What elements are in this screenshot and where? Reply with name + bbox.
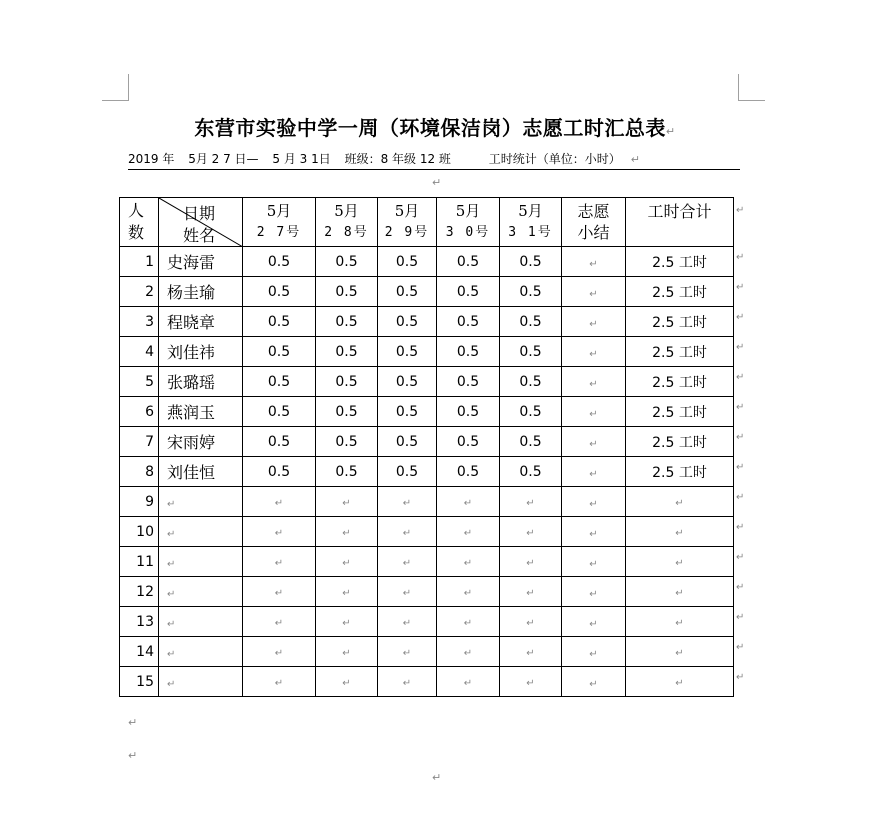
paragraph-mark: ↵ bbox=[526, 527, 535, 539]
row-end-mark: ↵ bbox=[736, 672, 745, 683]
table-row bbox=[120, 607, 734, 637]
student-name bbox=[159, 517, 243, 547]
hours-cell: 0.5 bbox=[500, 457, 562, 487]
summary-cell bbox=[562, 577, 626, 607]
hours-cell bbox=[500, 577, 562, 607]
hours-cell bbox=[437, 517, 500, 547]
paragraph-mark: ↵ bbox=[167, 619, 176, 630]
paragraph-mark: ↵ bbox=[402, 557, 412, 569]
total-cell: 2.5 工时 bbox=[626, 247, 734, 277]
hours-cell: 0.5 bbox=[378, 397, 437, 427]
row-number: 13 bbox=[120, 607, 159, 637]
paragraph-mark: ↵ bbox=[342, 677, 351, 689]
crop-mark-top-right bbox=[738, 74, 765, 101]
row-end-mark: ↵ bbox=[736, 462, 745, 473]
paragraph-mark: ↵ bbox=[274, 557, 284, 569]
paragraph-mark: ↵ bbox=[526, 647, 535, 659]
paragraph-mark: ↵ bbox=[675, 677, 684, 689]
student-name: 程晓章 bbox=[159, 307, 243, 337]
student-name: 刘佳恒 bbox=[159, 457, 243, 487]
paragraph-mark: ↵ bbox=[402, 617, 412, 629]
row-end-mark: ↵ bbox=[736, 205, 745, 216]
paragraph-mark: ↵ bbox=[589, 259, 598, 270]
hours-cell bbox=[437, 667, 500, 697]
hours-cell bbox=[500, 547, 562, 577]
hours-cell bbox=[243, 667, 316, 697]
paragraph-mark: ↵ bbox=[342, 497, 351, 509]
hours-cell bbox=[378, 577, 437, 607]
hours-cell bbox=[243, 487, 316, 517]
total-cell: 2.5 工时 bbox=[626, 307, 734, 337]
paragraph-mark: ↵ bbox=[589, 589, 598, 600]
hours-cell bbox=[316, 667, 378, 697]
hours-cell: 0.5 bbox=[243, 367, 316, 397]
hours-cell: 0.5 bbox=[243, 427, 316, 457]
subtitle-class: 班级：8 年级 12 班 bbox=[344, 152, 451, 166]
total-cell: 2.5 工时 bbox=[626, 337, 734, 367]
header-date-label: 日期 bbox=[183, 204, 216, 223]
total-cell bbox=[626, 637, 734, 667]
student-name: 张璐瑶 bbox=[159, 367, 243, 397]
hours-cell bbox=[500, 637, 562, 667]
header-date-1: 5月 2 7号 bbox=[243, 198, 316, 247]
paragraph-mark: ↵ bbox=[675, 587, 684, 599]
hours-cell bbox=[500, 607, 562, 637]
hours-cell: 0.5 bbox=[437, 397, 500, 427]
paragraph-mark: ↵ bbox=[274, 647, 284, 659]
header-summary: 志愿小结 bbox=[562, 198, 626, 247]
hours-cell: 0.5 bbox=[243, 337, 316, 367]
crop-mark-top-left bbox=[102, 74, 129, 101]
paragraph-mark: ↵ bbox=[274, 677, 284, 689]
paragraph-mark: ↵ bbox=[342, 647, 351, 659]
paragraph-mark: ↵ bbox=[167, 589, 176, 600]
subtitle-from: 5月 2 7 日— bbox=[188, 152, 259, 166]
paragraph-mark: ↵ bbox=[589, 439, 598, 450]
hours-cell bbox=[243, 637, 316, 667]
paragraph-mark: ↵ bbox=[526, 497, 535, 509]
paragraph-mark: ↵ bbox=[274, 617, 284, 629]
row-end-mark: ↵ bbox=[736, 612, 745, 623]
paragraph-mark: ↵ bbox=[274, 497, 284, 509]
paragraph-mark: ↵ bbox=[665, 125, 676, 138]
header-row-no: 人数 bbox=[120, 198, 159, 247]
hours-cell bbox=[243, 577, 316, 607]
student-name bbox=[159, 667, 243, 697]
paragraph-mark: ↵ bbox=[526, 617, 535, 629]
hours-cell: 0.5 bbox=[316, 397, 378, 427]
paragraph-mark: ↵ bbox=[589, 409, 598, 420]
hours-cell bbox=[500, 667, 562, 697]
hours-cell bbox=[378, 487, 437, 517]
student-name bbox=[159, 547, 243, 577]
paragraph-mark: ↵ bbox=[589, 619, 598, 630]
hours-cell bbox=[437, 577, 500, 607]
paragraph-mark: ↵ bbox=[167, 649, 176, 660]
paragraph-mark: ↵ bbox=[274, 527, 284, 539]
hours-cell: 0.5 bbox=[378, 307, 437, 337]
hours-cell bbox=[437, 487, 500, 517]
hours-cell: 0.5 bbox=[316, 307, 378, 337]
row-end-mark: ↵ bbox=[736, 402, 745, 413]
hours-cell: 0.5 bbox=[316, 277, 378, 307]
table-row bbox=[120, 247, 734, 277]
hours-cell: 0.5 bbox=[500, 397, 562, 427]
hours-cell bbox=[378, 637, 437, 667]
hours-cell: 0.5 bbox=[316, 427, 378, 457]
hours-cell: 0.5 bbox=[378, 427, 437, 457]
row-end-mark: ↵ bbox=[736, 342, 745, 353]
row-number: 2 bbox=[120, 277, 159, 307]
row-end-mark: ↵ bbox=[736, 252, 745, 263]
summary-cell bbox=[562, 607, 626, 637]
paragraph-mark: ↵ bbox=[630, 153, 640, 166]
paragraph-mark: ↵ bbox=[128, 716, 138, 729]
paragraph-mark: ↵ bbox=[274, 587, 284, 599]
summary-cell bbox=[562, 277, 626, 307]
paragraph-mark: ↵ bbox=[675, 617, 684, 629]
total-cell bbox=[626, 487, 734, 517]
student-name: 宋雨婷 bbox=[159, 427, 243, 457]
table-row bbox=[120, 577, 734, 607]
table-row bbox=[120, 277, 734, 307]
summary-cell bbox=[562, 337, 626, 367]
hours-cell bbox=[378, 607, 437, 637]
header-date-3: 5月 2 9号 bbox=[378, 198, 437, 247]
row-end-mark: ↵ bbox=[736, 282, 745, 293]
hours-cell: 0.5 bbox=[437, 247, 500, 277]
paragraph-mark: ↵ bbox=[589, 679, 598, 690]
paragraph-mark: ↵ bbox=[342, 617, 351, 629]
table-row bbox=[120, 337, 734, 367]
row-number: 3 bbox=[120, 307, 159, 337]
hours-cell: 0.5 bbox=[316, 337, 378, 367]
hours-cell bbox=[243, 607, 316, 637]
hours-cell bbox=[316, 487, 378, 517]
summary-cell bbox=[562, 397, 626, 427]
paragraph-mark: ↵ bbox=[589, 319, 598, 330]
hours-cell bbox=[243, 547, 316, 577]
paragraph-mark: ↵ bbox=[589, 289, 598, 300]
row-number: 15 bbox=[120, 667, 159, 697]
hours-cell: 0.5 bbox=[316, 247, 378, 277]
hours-cell bbox=[316, 577, 378, 607]
hours-cell: 0.5 bbox=[316, 457, 378, 487]
hours-cell: 0.5 bbox=[437, 367, 500, 397]
student-name: 杨圭瑜 bbox=[159, 277, 243, 307]
total-cell bbox=[626, 517, 734, 547]
paragraph-mark: ↵ bbox=[589, 499, 598, 510]
row-number: 9 bbox=[120, 487, 159, 517]
summary-cell bbox=[562, 667, 626, 697]
row-number: 10 bbox=[120, 517, 159, 547]
subtitle-stat: 工时统计（单位：小时） bbox=[488, 152, 621, 166]
paragraph-mark: ↵ bbox=[526, 557, 535, 569]
row-number: 6 bbox=[120, 397, 159, 427]
table-row bbox=[120, 457, 734, 487]
paragraph-mark: ↵ bbox=[463, 587, 473, 599]
row-number: 11 bbox=[120, 547, 159, 577]
header-total: 工时合计 bbox=[626, 198, 734, 247]
paragraph-mark: ↵ bbox=[675, 557, 684, 569]
paragraph-mark: ↵ bbox=[589, 649, 598, 660]
paragraph-mark: ↵ bbox=[675, 647, 684, 659]
row-end-mark: ↵ bbox=[736, 552, 745, 563]
total-cell: 2.5 工时 bbox=[626, 427, 734, 457]
page-title: 东营市实验中学一周（环境保洁岗）志愿工时汇总表↵ bbox=[194, 116, 676, 140]
table-row bbox=[120, 367, 734, 397]
row-end-mark: ↵ bbox=[736, 432, 745, 443]
hours-table bbox=[119, 197, 734, 697]
subtitle-year: 2019 年 bbox=[128, 152, 175, 166]
table-row bbox=[120, 427, 734, 457]
paragraph-mark: ↵ bbox=[167, 529, 176, 540]
total-cell bbox=[626, 547, 734, 577]
paragraph-mark: ↵ bbox=[589, 379, 598, 390]
hours-cell: 0.5 bbox=[500, 277, 562, 307]
table-row bbox=[120, 667, 734, 697]
student-name: 燕润玉 bbox=[159, 397, 243, 427]
header-date-5: 5月 3 1号 bbox=[500, 198, 562, 247]
student-name: 刘佳祎 bbox=[159, 337, 243, 367]
summary-cell bbox=[562, 247, 626, 277]
paragraph-mark: ↵ bbox=[342, 557, 351, 569]
hours-cell: 0.5 bbox=[243, 247, 316, 277]
student-name bbox=[159, 577, 243, 607]
paragraph-mark: ↵ bbox=[463, 557, 473, 569]
paragraph-mark: ↵ bbox=[432, 176, 442, 189]
paragraph-mark: ↵ bbox=[526, 677, 535, 689]
hours-cell bbox=[316, 547, 378, 577]
hours-cell: 0.5 bbox=[378, 337, 437, 367]
row-end-mark: ↵ bbox=[736, 492, 745, 503]
paragraph-mark: ↵ bbox=[342, 587, 351, 599]
table-row bbox=[120, 307, 734, 337]
paragraph-mark: ↵ bbox=[402, 587, 412, 599]
hours-cell: 0.5 bbox=[437, 337, 500, 367]
row-end-mark: ↵ bbox=[736, 522, 745, 533]
row-number: 8 bbox=[120, 457, 159, 487]
paragraph-mark: ↵ bbox=[402, 497, 412, 509]
hours-cell bbox=[316, 607, 378, 637]
hours-cell bbox=[500, 517, 562, 547]
hours-cell: 0.5 bbox=[378, 277, 437, 307]
hours-cell bbox=[243, 517, 316, 547]
paragraph-mark: ↵ bbox=[463, 647, 473, 659]
hours-cell bbox=[500, 487, 562, 517]
hours-cell: 0.5 bbox=[316, 367, 378, 397]
summary-cell bbox=[562, 427, 626, 457]
summary-cell bbox=[562, 367, 626, 397]
header-date-2: 5月 2 8号 bbox=[316, 198, 378, 247]
total-cell: 2.5 工时 bbox=[626, 367, 734, 397]
hours-cell: 0.5 bbox=[243, 307, 316, 337]
paragraph-mark: ↵ bbox=[432, 771, 442, 784]
paragraph-mark: ↵ bbox=[167, 499, 176, 510]
paragraph-mark: ↵ bbox=[463, 617, 473, 629]
total-cell bbox=[626, 607, 734, 637]
hours-cell: 0.5 bbox=[437, 307, 500, 337]
hours-cell: 0.5 bbox=[500, 367, 562, 397]
row-number: 5 bbox=[120, 367, 159, 397]
total-cell bbox=[626, 577, 734, 607]
paragraph-mark: ↵ bbox=[463, 497, 473, 509]
student-name bbox=[159, 607, 243, 637]
table-header-row bbox=[120, 198, 734, 247]
paragraph-mark: ↵ bbox=[402, 527, 412, 539]
paragraph-mark: ↵ bbox=[589, 559, 598, 570]
row-number: 12 bbox=[120, 577, 159, 607]
hours-cell: 0.5 bbox=[437, 427, 500, 457]
total-cell: 2.5 工时 bbox=[626, 277, 734, 307]
row-end-mark: ↵ bbox=[736, 642, 745, 653]
summary-cell bbox=[562, 457, 626, 487]
student-name: 史海雷 bbox=[159, 247, 243, 277]
summary-cell bbox=[562, 487, 626, 517]
paragraph-mark: ↵ bbox=[402, 647, 412, 659]
hours-cell: 0.5 bbox=[378, 457, 437, 487]
paragraph-mark: ↵ bbox=[167, 559, 176, 570]
hours-cell: 0.5 bbox=[243, 277, 316, 307]
paragraph-mark: ↵ bbox=[589, 349, 598, 360]
hours-cell: 0.5 bbox=[500, 247, 562, 277]
hours-cell bbox=[437, 637, 500, 667]
header-date-name bbox=[159, 198, 243, 247]
hours-cell bbox=[316, 637, 378, 667]
row-number: 1 bbox=[120, 247, 159, 277]
hours-cell: 0.5 bbox=[500, 337, 562, 367]
paragraph-mark: ↵ bbox=[402, 677, 412, 689]
total-cell: 2.5 工时 bbox=[626, 397, 734, 427]
total-cell: 2.5 工时 bbox=[626, 457, 734, 487]
hours-cell: 0.5 bbox=[243, 457, 316, 487]
row-number: 4 bbox=[120, 337, 159, 367]
paragraph-mark: ↵ bbox=[589, 469, 598, 480]
student-name bbox=[159, 487, 243, 517]
total-cell bbox=[626, 667, 734, 697]
hours-cell: 0.5 bbox=[378, 247, 437, 277]
paragraph-mark: ↵ bbox=[526, 587, 535, 599]
table-row bbox=[120, 397, 734, 427]
paragraph-mark: ↵ bbox=[463, 677, 473, 689]
header-name-label: 姓名 bbox=[183, 226, 216, 245]
hours-cell: 0.5 bbox=[437, 277, 500, 307]
paragraph-mark: ↵ bbox=[675, 527, 684, 539]
row-number: 14 bbox=[120, 637, 159, 667]
summary-cell bbox=[562, 307, 626, 337]
hours-cell: 0.5 bbox=[437, 457, 500, 487]
hours-cell bbox=[316, 517, 378, 547]
hours-cell bbox=[437, 547, 500, 577]
table-row bbox=[120, 637, 734, 667]
row-number: 7 bbox=[120, 427, 159, 457]
summary-cell bbox=[562, 547, 626, 577]
subtitle-line bbox=[128, 150, 740, 170]
header-date-4: 5月 3 0号 bbox=[437, 198, 500, 247]
paragraph-mark: ↵ bbox=[128, 749, 138, 762]
summary-cell bbox=[562, 517, 626, 547]
hours-cell bbox=[378, 667, 437, 697]
row-end-mark: ↵ bbox=[736, 582, 745, 593]
row-end-mark: ↵ bbox=[736, 312, 745, 323]
hours-cell: 0.5 bbox=[500, 307, 562, 337]
summary-cell bbox=[562, 637, 626, 667]
paragraph-mark: ↵ bbox=[463, 527, 473, 539]
hours-cell bbox=[437, 607, 500, 637]
paragraph-mark: ↵ bbox=[589, 529, 598, 540]
hours-cell: 0.5 bbox=[378, 367, 437, 397]
table-row bbox=[120, 487, 734, 517]
table-row bbox=[120, 547, 734, 577]
paragraph-mark: ↵ bbox=[342, 527, 351, 539]
hours-cell: 0.5 bbox=[500, 427, 562, 457]
row-end-mark: ↵ bbox=[736, 372, 745, 383]
table-row bbox=[120, 517, 734, 547]
hours-cell: 0.5 bbox=[243, 397, 316, 427]
paragraph-mark: ↵ bbox=[167, 679, 176, 690]
subtitle-to: 5 月 3 1日 bbox=[272, 152, 331, 166]
paragraph-mark: ↵ bbox=[675, 497, 684, 509]
hours-cell bbox=[378, 517, 437, 547]
hours-cell bbox=[378, 547, 437, 577]
student-name bbox=[159, 637, 243, 667]
